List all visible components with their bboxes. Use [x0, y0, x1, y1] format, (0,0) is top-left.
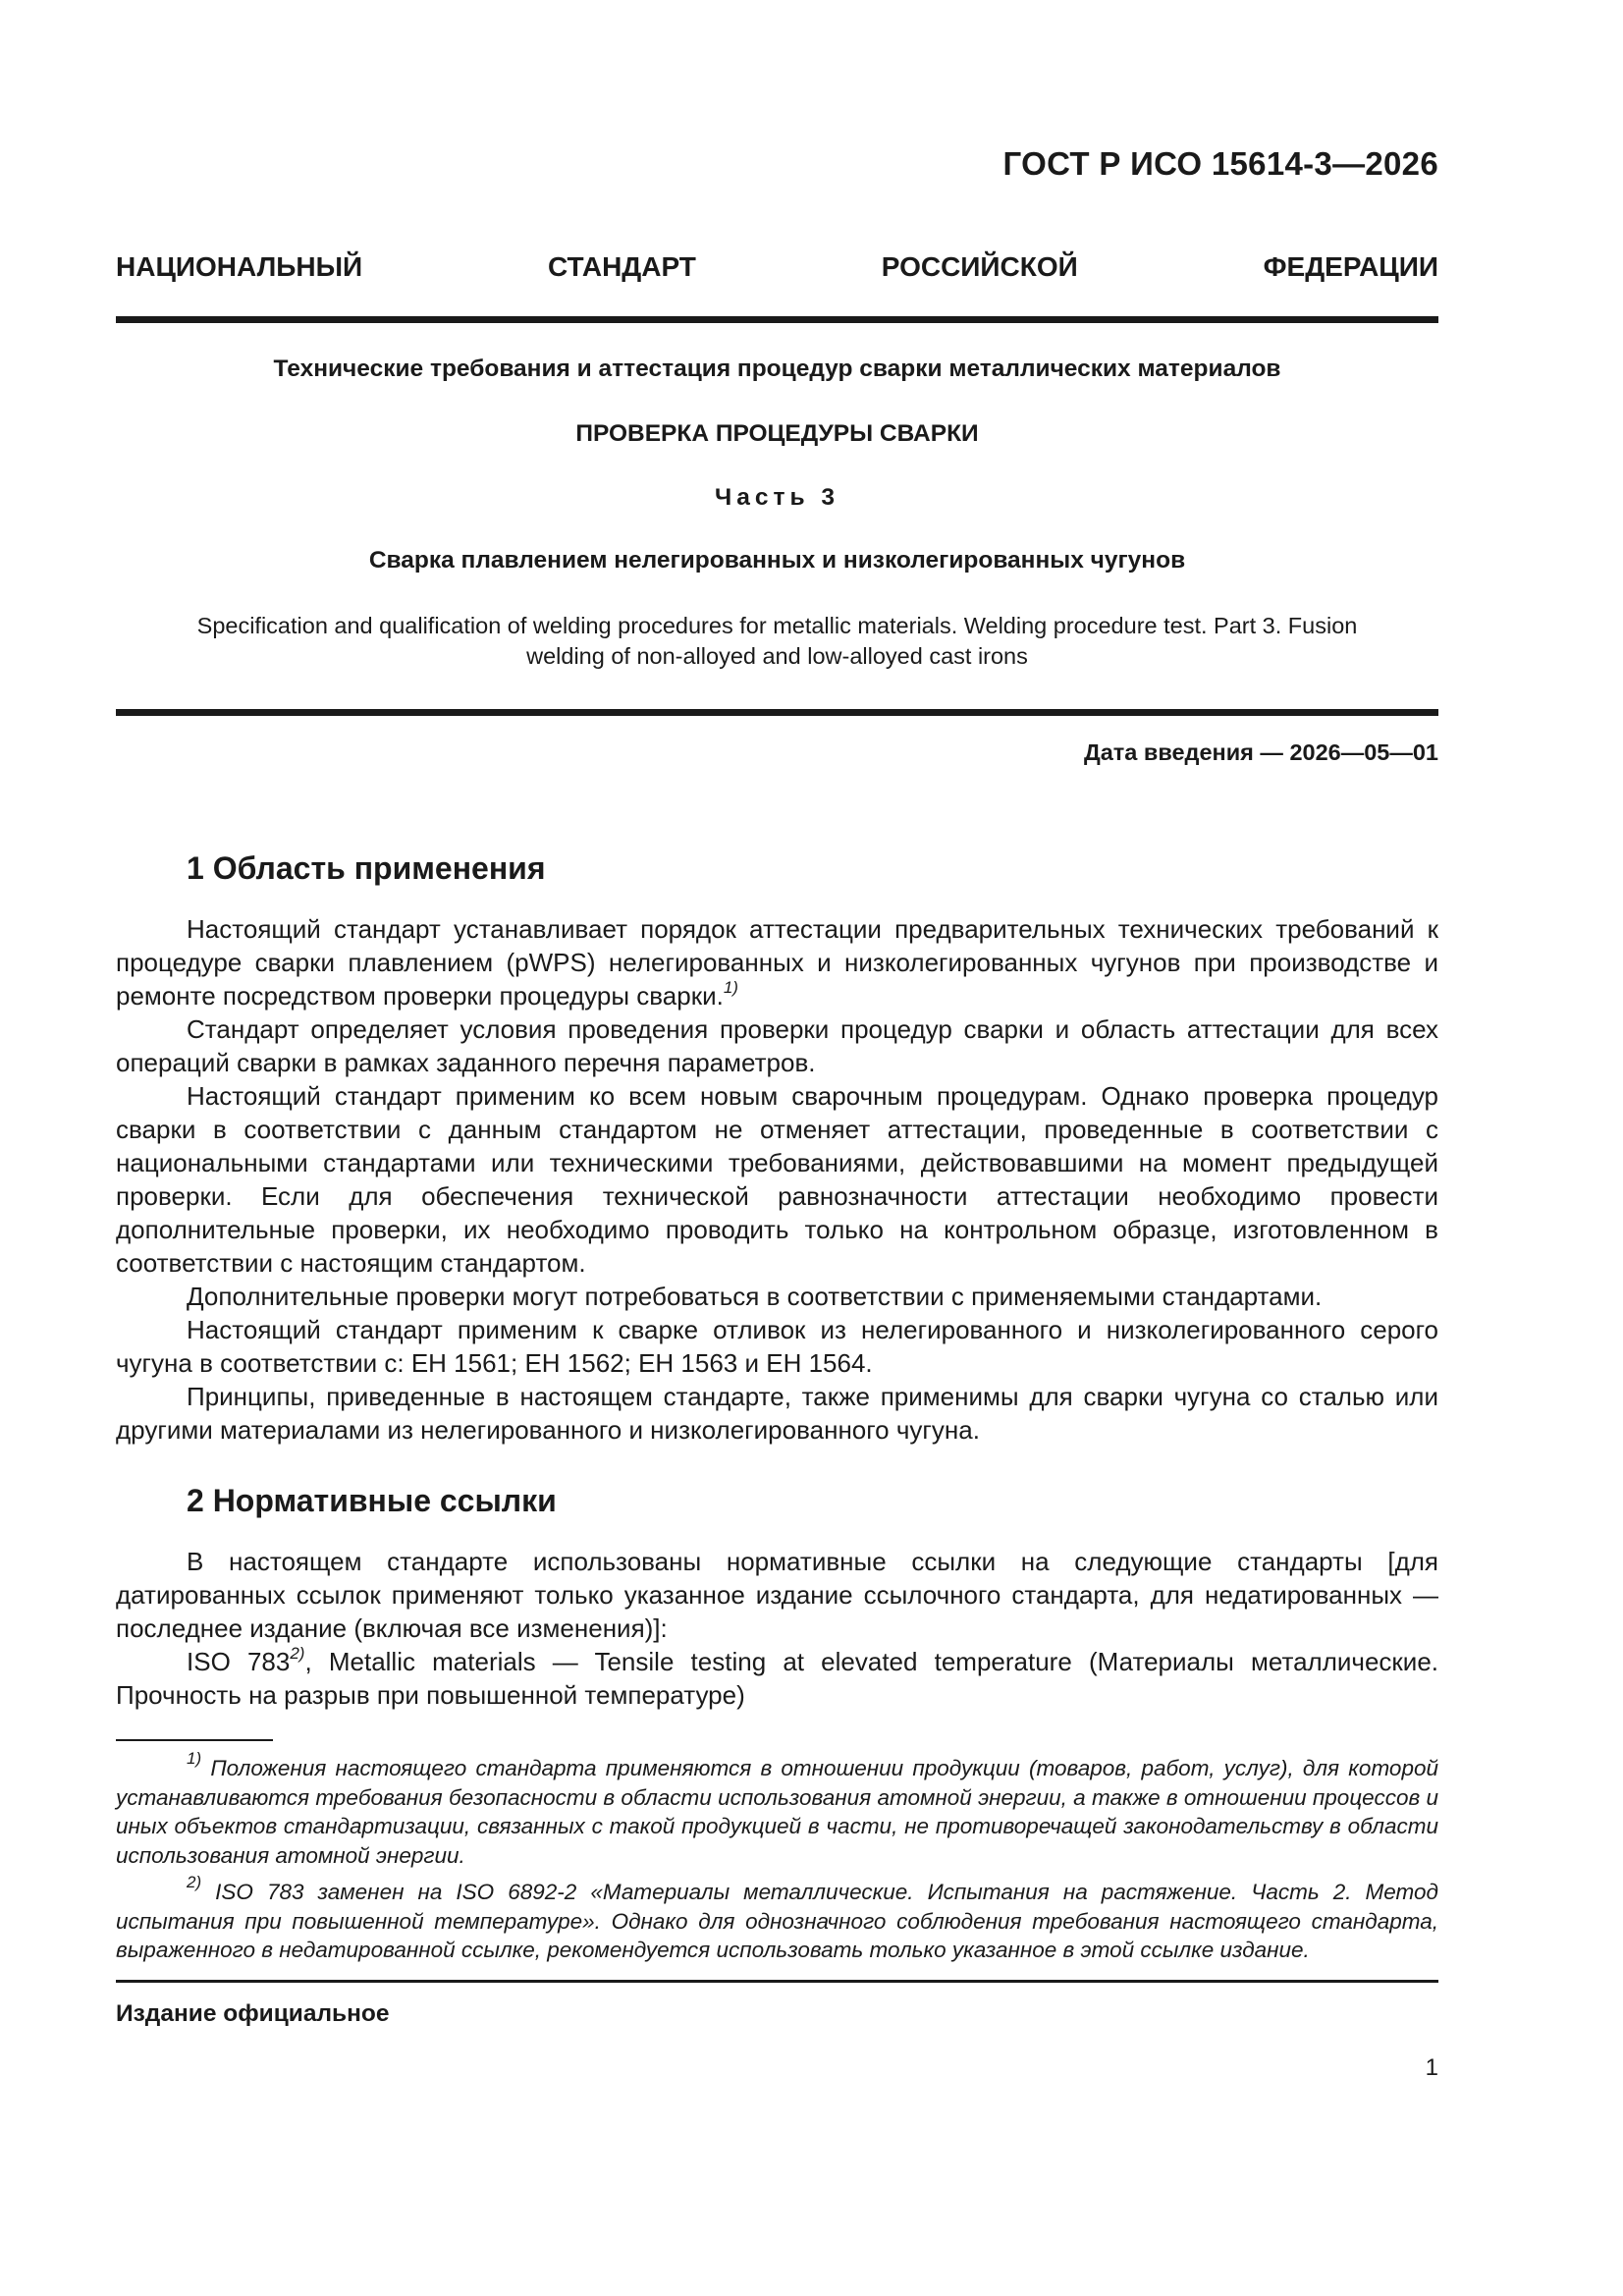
section-2-body [0, 1545, 1439, 1712]
title-line-1: Технические требования и аттестация процедур сварки металлических материалов [273, 355, 1281, 382]
document-id: ГОСТ Р ИСО 15614-3—2026 [1002, 145, 1438, 182]
section-1-paragraph-5: Настоящий стандарт применим к сварке отливок из нелегированного и низколегированного серого чугуна в соответствии с: ЕН 1561; ЕН 1562; ЕН 1563 и ЕН 1564. [116, 1315, 1438, 1378]
section-2-heading: 2 Нормативные ссылки [187, 1483, 557, 1518]
footnote-ref-2[interactable]: 2) [290, 1644, 305, 1663]
normative-reference-iso-783: ISO 783$^{2)}$, Metallic materials — Tensile testing at elevated temperature (Материалы металлические. Прочность на разрыв при повышенной температуре) [116, 1644, 1439, 1710]
section-1-heading: 1 Область применения [187, 850, 546, 886]
footnote-ref-1[interactable]: 1) [723, 978, 738, 997]
section-1-paragraph-6: Принципы, приведенные в настоящем стандарте, также применимы для сварки чугуна со сталью или другими материалами из нелегированного и низколегированного чугуна. [116, 1382, 1438, 1445]
footnotes [0, 1749, 1438, 1965]
section-1-paragraph-3: Настоящий стандарт применим ко всем новым сварочным процедурам. Однако проверка процедур сварки в соответствии с данным стандартом не отменяет аттестации, проведенные в соответствии с национальными стандартами или техническими требованиями, действовавшими на момент предыдущей проверки. Если для обеспечения технической равнозначности аттестации необходимо провести дополнительные проверки, их необходимо проводить только на контрольном образце, изготовленном в соответствии с настоящим стандартом. [116, 1081, 1438, 1278]
title-rule [116, 709, 1438, 716]
footnote-separator [116, 1739, 273, 1741]
national-standard-banner: НАЦИОНАЛЬНЫЙ СТАНДАРТ РОССИЙСКОЙ ФЕДЕРАЦИИ [116, 251, 1438, 282]
footnote-2: $^{2)}$ ISO 783 заменен на ISO 6892-2 «Материалы металлические. Испытания на растяжение. Часть 2. Метод испытания при повышенной температуре». Однако для однозначного соблюдения требования настоящего стандарта, выраженного в недатированной ссылке, рекомендуется использовать только указанное в этой ссылке издание. [116, 1873, 1438, 1962]
header-rule [116, 316, 1438, 323]
title-line-4: Сварка плавлением нелегированных и низколегированных чугунов [368, 547, 1186, 574]
section-1-paragraph-4: Дополнительные проверки могут потребоваться в соответствии с применяемыми стандартами. [187, 1282, 1323, 1311]
section-1-paragraph-2: Стандарт определяет условия проведения проверки процедур сварки и область аттестации для всех операций сварки в рамках заданного перечня параметров. [116, 1014, 1438, 1077]
footer-rule [116, 1980, 1438, 1983]
title-part: Часть 3 [715, 484, 839, 511]
title-line-2: ПРОВЕРКА ПРОЦЕДУРЫ СВАРКИ [575, 420, 979, 447]
footnote-1: $^{1)}$ Положения настоящего стандарта применяются в отношении продукции (товаров, работ, услуг), для которой устанавливаются требования безопасности в области использования атомной энергии, а также в отношении процессов и иных объектов стандартизации, связанных с такой продукцией в части, не противоречащей законодательству в области использования атомной энергии. [116, 1749, 1438, 1868]
official-edition-label: Издание официальное [116, 2000, 390, 2027]
section-1-paragraph-1: Настоящий стандарт устанавливает порядок аттестации предварительных технических требований к процедуре сварки плавлением (pWPS) нелегированных и низколегированных чугунов при производстве и ремонте посредством проверки процедуры сварки.$^{1)}$ [116, 914, 1438, 1011]
section-1-body [0, 912, 1438, 1447]
section-2-paragraph-1: В настоящем стандарте использованы нормативные ссылки на следующие стандарты [для датированных ссылок применяют только указанное издание ссылочного стандарта, для недатированных — последнее издание (включая все изменения)]: [116, 1547, 1438, 1643]
english-title: Specification and qualification of welding procedures for metallic materials. Welding procedure test. Part 3. Fusion welding of non-alloyed and low-alloyed cast irons [196, 613, 1358, 669]
page-number: 1 [1425, 2054, 1438, 2081]
introduction-date: Дата введения — 2026—05—01 [1083, 739, 1438, 765]
